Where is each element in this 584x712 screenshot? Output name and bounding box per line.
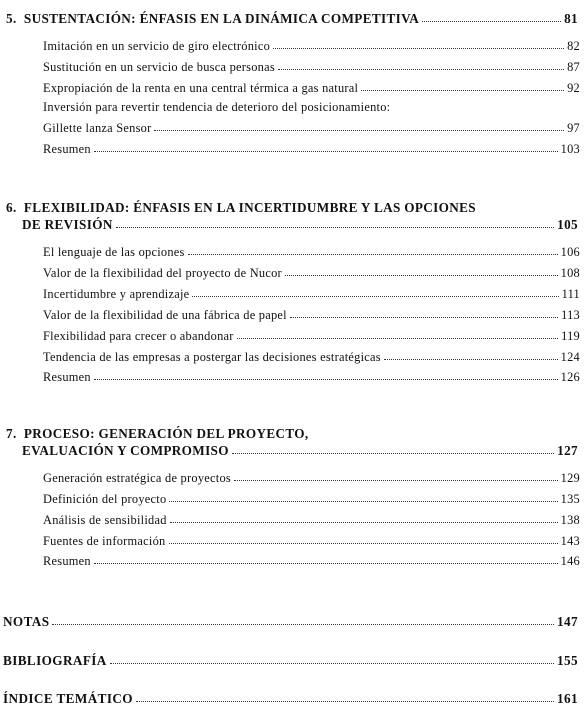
entry-label: Imitación en un servicio de giro electrónico	[43, 39, 271, 53]
toc-entry[interactable]	[43, 61, 580, 73]
toc-entry[interactable]	[43, 143, 580, 155]
chapter-number: 7.	[6, 426, 17, 441]
toc-entry[interactable]	[43, 514, 580, 526]
dot-leader	[422, 21, 561, 22]
entry-label: Generación estratégica de proyectos	[43, 471, 231, 485]
toc-entry[interactable]	[43, 330, 580, 342]
page-number: 129	[560, 471, 580, 485]
dot-leader	[116, 227, 554, 228]
page-number: 124	[560, 350, 580, 364]
entry-label: NOTAS	[3, 614, 50, 629]
toc-entry[interactable]	[43, 535, 580, 547]
chapter-6-heading-line1[interactable]	[6, 201, 476, 214]
entry-label: Resumen	[43, 370, 91, 384]
toc-entry[interactable]	[43, 267, 580, 279]
entry-label: Tendencia de las empresas a postergar las decisiones estratégicas	[43, 350, 381, 364]
page-number: 108	[560, 266, 580, 280]
dot-leader	[52, 624, 554, 625]
entry-label: Gillette lanza Sensor	[43, 121, 152, 135]
dot-leader	[273, 48, 564, 49]
dot-leader	[169, 501, 557, 502]
page-number: 135	[560, 492, 580, 506]
dot-leader	[384, 359, 558, 360]
dot-leader	[170, 522, 558, 523]
toc-entry[interactable]	[43, 122, 580, 134]
toc-entry[interactable]	[43, 288, 580, 300]
chapter-title: PROCESO: GENERACIÓN DEL PROYECTO,	[23, 426, 309, 441]
dot-leader	[232, 453, 554, 454]
toc-entry[interactable]	[43, 82, 580, 94]
entry-label: Sustitución en un servicio de busca personas	[43, 60, 275, 74]
dot-leader	[154, 130, 564, 131]
entry-label: Resumen	[43, 142, 91, 156]
chapter-title: SUSTENTACIÓN: ÉNFASIS EN LA DINÁMICA COMPETITIVA	[23, 11, 420, 26]
page-number: 82	[567, 39, 580, 53]
chapter-5-heading[interactable]	[6, 12, 578, 25]
page-number: 97	[567, 121, 580, 135]
page-number: 143	[560, 534, 580, 548]
dot-leader	[94, 563, 558, 564]
toc-entry[interactable]	[43, 351, 580, 363]
toc-entry[interactable]	[43, 371, 580, 383]
dot-leader	[361, 90, 564, 91]
page-number: 155	[557, 653, 578, 668]
toc-back-matter-bibliografia[interactable]	[3, 654, 578, 667]
chapter-title: EVALUACIÓN Y COMPROMISO	[22, 443, 229, 458]
toc-entry-continued-label: Inversión para revertir tendencia de deterioro del posicionamiento:	[43, 100, 391, 114]
toc-entry[interactable]	[43, 309, 580, 321]
chapter-title: DE REVISIÓN	[22, 217, 113, 232]
dot-leader	[94, 379, 558, 380]
page-number: 146	[560, 554, 580, 568]
entry-label: ÍNDICE TEMÁTICO	[3, 691, 133, 706]
page-number: 111	[561, 287, 580, 301]
dot-leader	[136, 701, 554, 702]
entry-label: Valor de la flexibilidad del proyecto de Nucor	[43, 266, 282, 280]
page-number: 126	[560, 370, 580, 384]
dot-leader	[188, 254, 558, 255]
page-number: 92	[567, 81, 580, 95]
page-number: 87	[567, 60, 580, 74]
entry-label: Resumen	[43, 554, 91, 568]
page-number: 161	[557, 691, 578, 706]
entry-label: BIBLIOGRAFÍA	[3, 653, 107, 668]
entry-label: Valor de la flexibilidad de una fábrica de papel	[43, 308, 287, 322]
dot-leader	[94, 151, 558, 152]
page-number: 81	[564, 11, 578, 26]
entry-label: Fuentes de información	[43, 534, 166, 548]
page-number: 119	[561, 329, 580, 343]
chapter-7-heading-line1[interactable]	[6, 427, 309, 440]
entry-label: Definición del proyecto	[43, 492, 167, 506]
dot-leader	[234, 480, 558, 481]
chapter-6-heading-line2[interactable]	[22, 218, 578, 231]
toc-back-matter-notas[interactable]	[3, 615, 578, 628]
toc-entry[interactable]	[43, 555, 580, 567]
toc-entry[interactable]	[43, 472, 580, 484]
chapter-number: 5. SUSTENTACIÓN: ÉNFASIS EN LA DINÁMICA COMPETITIVA	[6, 11, 420, 26]
dot-leader	[237, 338, 558, 339]
entry-label: Flexibilidad para crecer o abandonar	[43, 329, 234, 343]
toc-back-matter-indice-tematico[interactable]	[3, 692, 578, 705]
page-number: 127	[557, 443, 578, 458]
entry-label: Incertidumbre y aprendizaje	[43, 287, 190, 301]
chapter-title: FLEXIBILIDAD: ÉNFASIS EN LA INCERTIDUMBRE Y LAS OPCIONES	[23, 200, 476, 215]
chapter-7-heading-line2[interactable]	[22, 444, 578, 457]
page-number: 103	[560, 142, 580, 156]
entry-label: El lenguaje de las opciones	[43, 245, 185, 259]
dot-leader	[192, 296, 558, 297]
dot-leader	[110, 663, 554, 664]
page-number: 106	[560, 245, 580, 259]
entry-label: Expropiación de la renta en una central térmica a gas natural	[43, 81, 359, 95]
dot-leader	[278, 69, 564, 70]
toc-entry[interactable]	[43, 246, 580, 258]
page-number: 147	[557, 614, 578, 629]
dot-leader	[169, 543, 558, 544]
entry-label: Análisis de sensibilidad	[43, 513, 167, 527]
chapter-number: 6.	[6, 200, 17, 215]
toc-entry[interactable]	[43, 493, 580, 505]
page-number: 113	[561, 308, 580, 322]
toc-entry[interactable]	[43, 40, 580, 52]
page-number: 138	[560, 513, 580, 527]
dot-leader	[290, 317, 558, 318]
page-number: 105	[557, 217, 578, 232]
dot-leader	[285, 275, 558, 276]
